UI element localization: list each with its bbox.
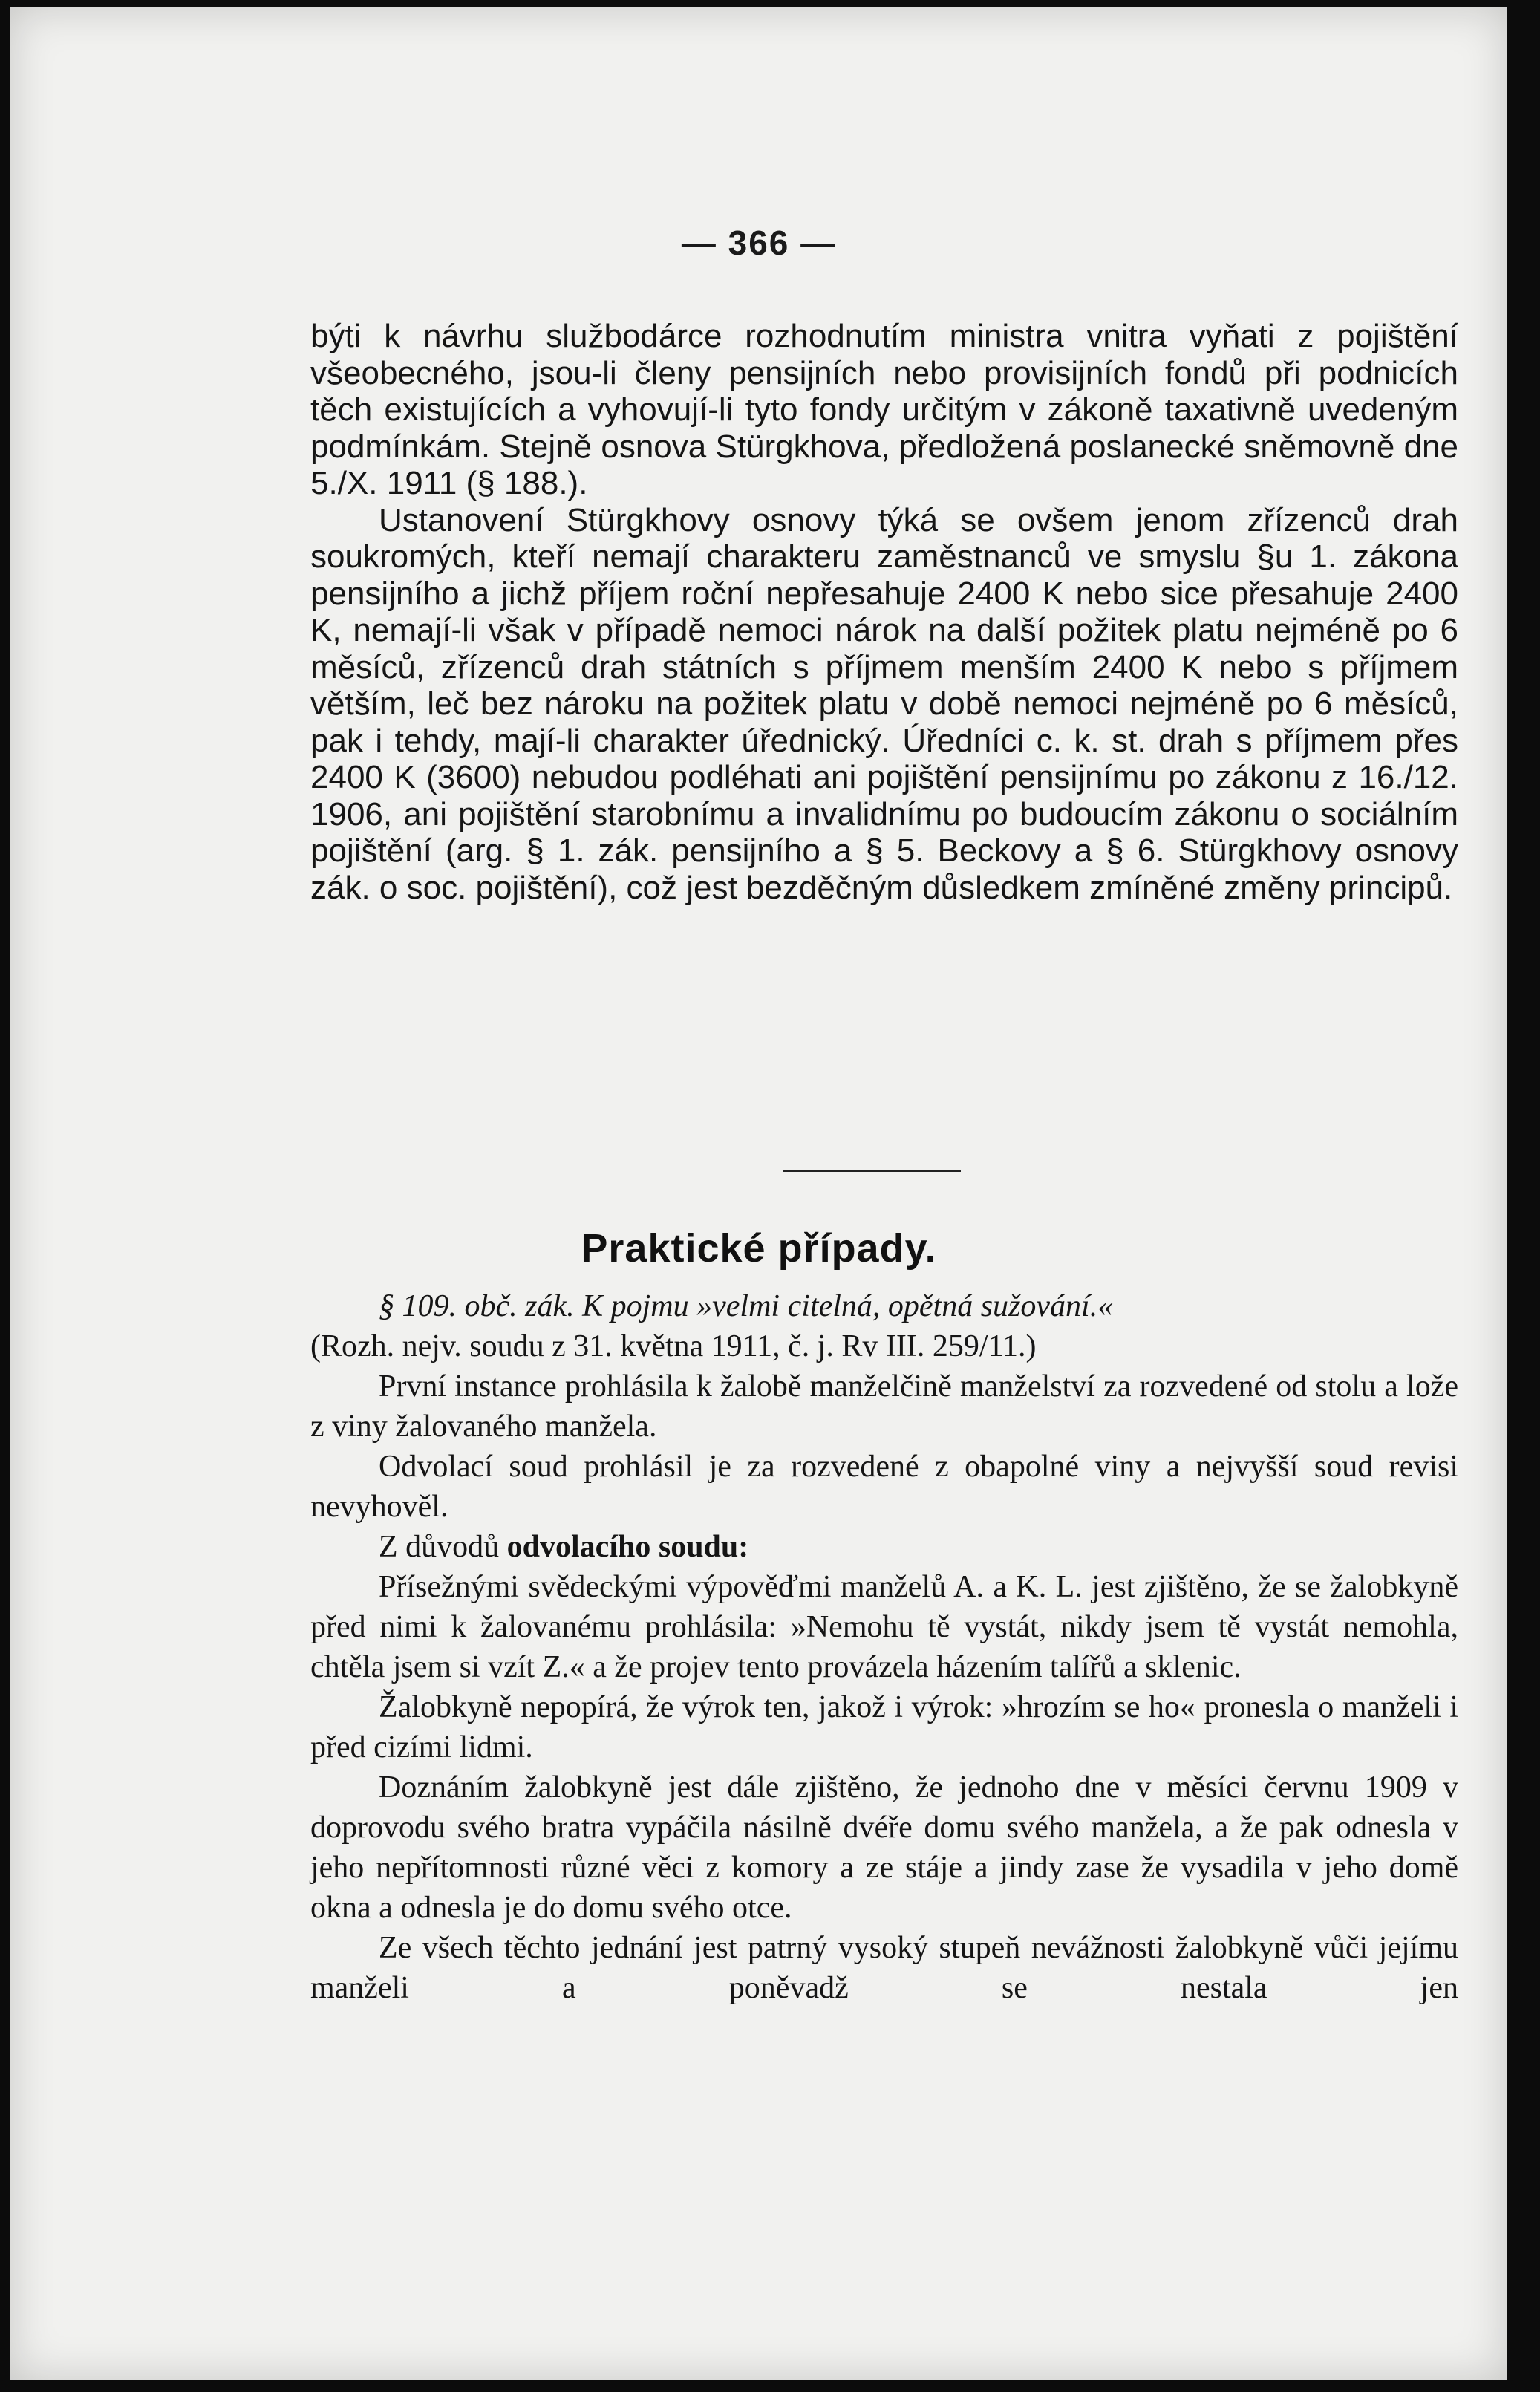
reasons-line xyxy=(310,1527,1458,1567)
reasons-prefix: Z důvodů xyxy=(379,1530,500,1564)
case-citation: (Rozh. nejv. soudu z 31. května 1911, č. j. Rv III. 259/11.) xyxy=(310,1329,1037,1363)
page-number: — 366 — xyxy=(681,224,837,262)
case-title: § 109. obč. zák. K pojmu »velmi citelná, opětná sužování.« xyxy=(379,1289,1114,1323)
lower-text-block xyxy=(310,1286,1458,2008)
paragraph-7: Doznáním žalobkyně jest dále zjištěno, že jednoho dne v měsíci červnu 1909 v doprovodu svého bratra vypáčila násilně dvéře domu svého manžela, a že pak odnesla v jeho nepřítomnosti různé věci z komory a ze stáje a jindy zase že vysadila v jeho domě okna a odnesla je do domu svého otce. xyxy=(310,1770,1458,1925)
paragraph-3: První instance prohlásila k žalobě manželčině manželství za rozvedené od stolu a lože z viny žalovaného manžela. xyxy=(310,1369,1458,1444)
book-page xyxy=(10,7,1507,2380)
paragraph-5: Přísežnými svědeckými výpověďmi manželů A. a K. L. jest zjištěno, že se žalobkyně před nimi k žalovanému prohlásila: »Nemohu tě vystát, nikdy jsem tě vystát nemohla, chtěla jsem si vzít Z.« a že projev tento provázela házením talířů a sklenic. xyxy=(310,1570,1458,1684)
reasons-bold: odvolacího soudu: xyxy=(506,1530,749,1564)
paragraph-1: býti k návrhu službodárce rozhodnutím ministra vnitra vyňati z pojištění všeobecného, jsou-li členy pensijních nebo provisijních fondů při podnicích těch existujících a vyhovují-li tyto fondy určitým v zákoně taxativně uvedeným podmínkám. Stejně osnova Stürgkhova, předložená poslanecké sněmovně dne 5./X. 1911 (§ 188.). xyxy=(310,318,1458,501)
paragraph-2: Ustanovení Stürgkhovy osnovy týká se ovšem jenom zřízenců drah soukromých, kteří nemají charakteru zaměstnanců ve smyslu §u 1. zákona pensijního a jichž příjem roční nepřesahuje 2400 K nebo sice přesahuje 2400 K, nemají-li však v případě nemoci nárok na další požitek platu nejméně po 6 měsíců, zřízenců drah státních s příjmem menším 2400 K nebo s příjmem větším, leč bez nároku na požitek platu v době nemoci nejméně po 6 měsíců, pak i tehdy, mají-li charakter úřednický. Úředníci c. k. st. drah s příjmem přes 2400 K (3600) nebudou podléhati ani pojištění pensijnímu po zákonu z 16./12. 1906, ani pojištění starobnímu a invalidnímu po budoucím zákonu o sociálním pojištění (arg. § 1. zák. pensijního a § 5. Beckovy a § 6. Stürgkhovy osnovy zák. o soc. pojištění), což jest bezděčným důsledkem zmíněné změny principů. xyxy=(310,501,1458,906)
paragraph-8: Ze všech těchto jednání jest patrný vysoký stupeň nevážnosti žalobkyně vůči jejímu manželi a poněvadž se nestala jen xyxy=(310,1931,1458,2005)
paragraph-6: Žalobkyně nepopírá, že výrok ten, jakož i výrok: »hrozím se ho« pronesla o manželi i před cizími lidmi. xyxy=(310,1690,1458,1764)
section-heading: Praktické případy. xyxy=(581,1226,937,1271)
upper-text-block xyxy=(310,318,1458,906)
paragraph-4: Odvolací soud prohlásil je za rozvedené z obapolné viny a nejvyšší soud revisi nevyhověl. xyxy=(310,1450,1458,1524)
section-divider xyxy=(783,1170,961,1172)
